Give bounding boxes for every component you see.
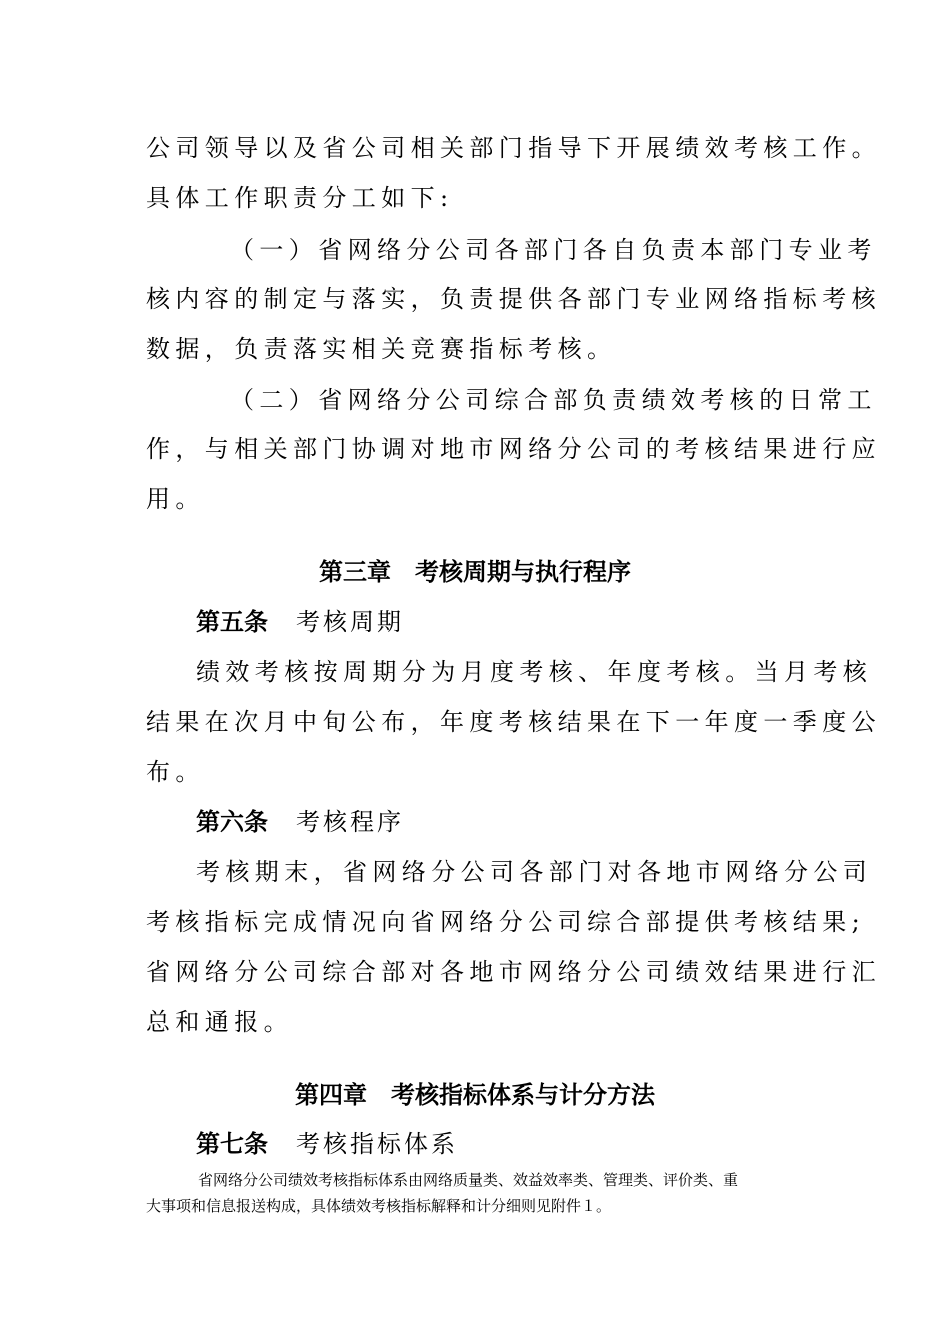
article-6-line-3: 省网络分公司综合部对各地市网络分公司绩效结果进行汇 [146,958,881,986]
article-6-line-1: 考核期末，省网络分公司各部门对各地市网络分公司 [196,858,873,886]
article-5-line-3: 布。 [146,758,205,786]
body-line-7: 作，与相关部门协调对地市网络分公司的考核结果进行应 [146,435,881,463]
body-line-8: 用。 [146,485,205,513]
article-7-line-2: 大事项和信息报送构成，具体绩效考核指标解释和计分细则见附件１。 [146,1197,612,1215]
article-7-name: 考核指标体系 [296,1130,458,1158]
article-5-line-2: 结果在次月中旬公布，年度考核结果在下一年度一季度公 [146,708,881,736]
article-6-name: 考核程序 [296,808,404,836]
body-line-2: 具体工作职责分工如下: [146,184,454,212]
body-line-1: 公司领导以及省公司相关部门指导下开展绩效考核工作。 [146,134,881,162]
article-6-heading [196,807,404,837]
article-6-line-2: 考核指标完成情况向省网络分公司综合部提供考核结果; [146,908,866,936]
article-7-line-1: 省网络分公司绩效考核指标体系由网络质量类、效益效率类、管理类、评价类、重 [198,1171,739,1189]
article-5-name: 考核周期 [296,608,404,636]
chapter-4-title: 第四章 考核指标体系与计分方法 [295,1080,655,1109]
article-5-line-1: 绩效考核按周期分为月度考核、年度考核。当月考核 [196,658,873,686]
article-7-heading [196,1129,458,1159]
article-5-heading [196,607,404,637]
chapter-3-title: 第三章 考核周期与执行程序 [319,557,631,586]
article-6-line-4: 总和通报。 [146,1008,293,1036]
article-7-number: 第七条 [196,1129,268,1158]
article-6-number: 第六条 [196,807,268,836]
body-line-5: 数据，负责落实相关竞赛指标考核。 [146,335,617,363]
body-line-6: （二）省网络分公司综合部负责绩效考核的日常工 [230,386,877,414]
body-line-3: （一）省网络分公司各部门各自负责本部门专业考 [230,236,877,264]
body-line-4: 核内容的制定与落实，负责提供各部门专业网络指标考核 [146,285,881,313]
article-5-number: 第五条 [196,607,268,636]
